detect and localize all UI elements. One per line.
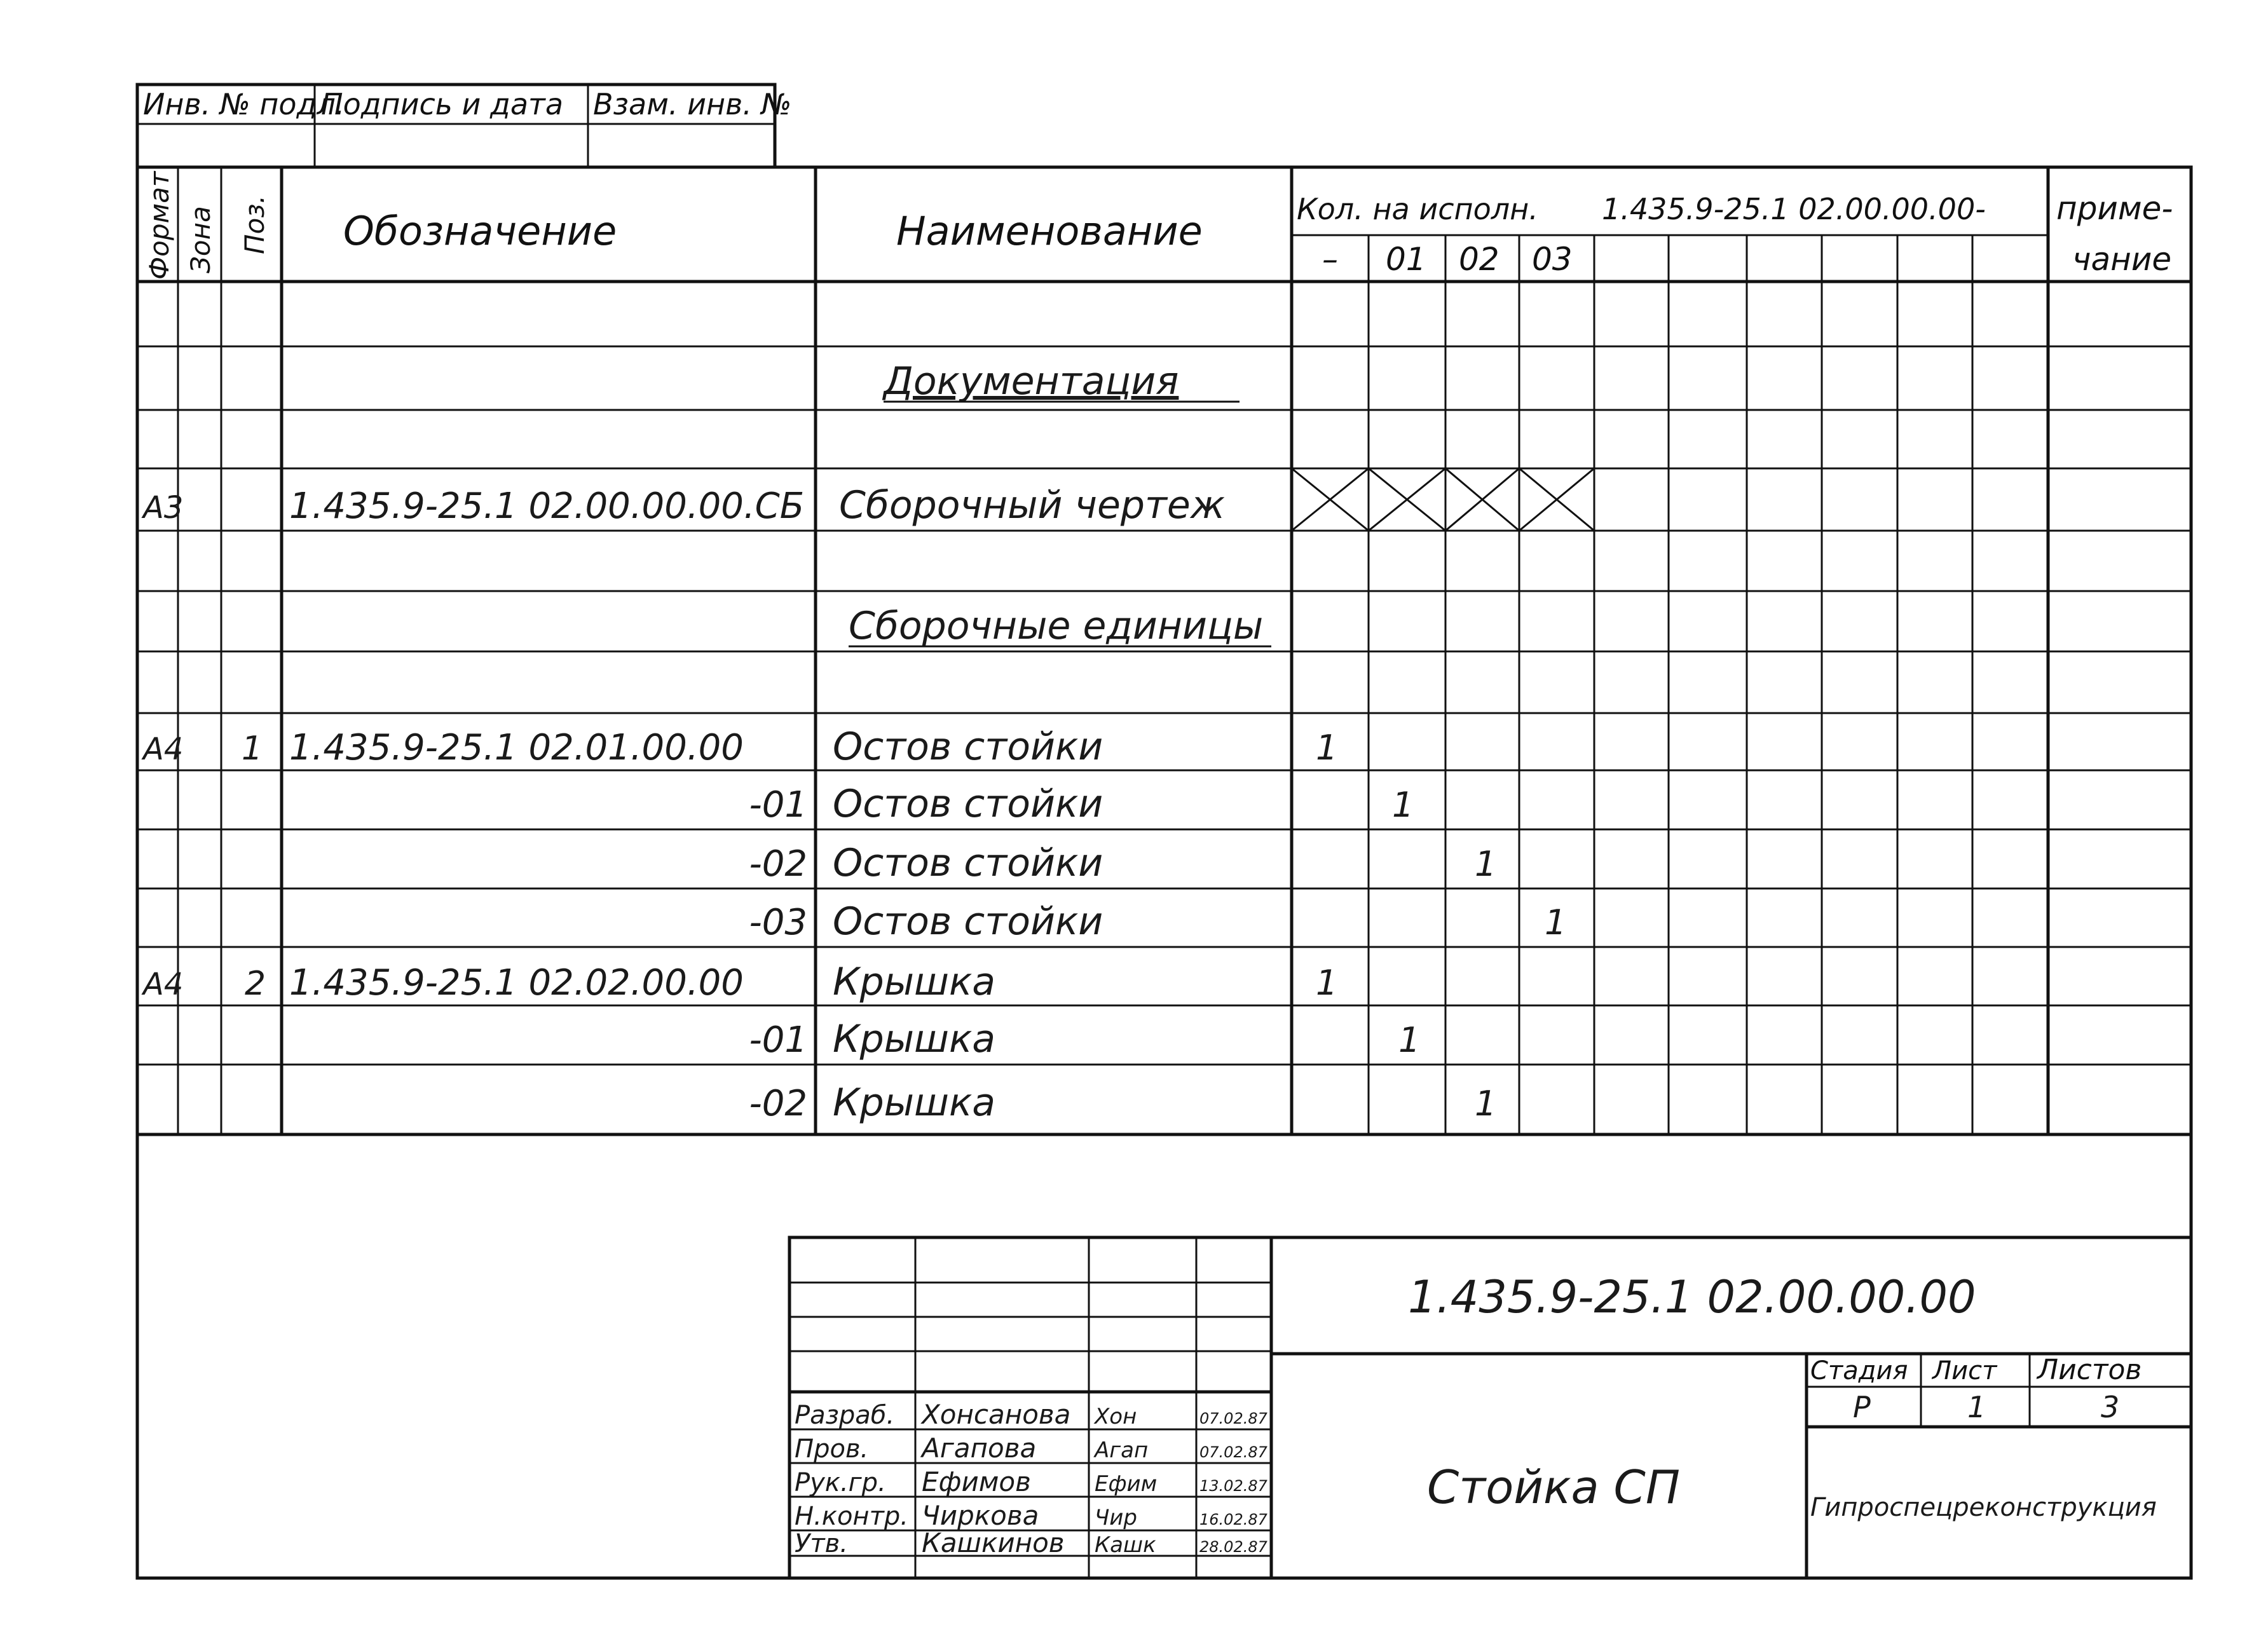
sig-date: 07.02.87	[1199, 1443, 1267, 1461]
header-format: Формат	[144, 171, 175, 280]
crossed-cells	[1292, 468, 1594, 531]
row-designation: -01	[749, 1019, 807, 1061]
sheet-label: Лист	[1932, 1356, 1997, 1385]
header-name: Наименование	[896, 208, 1203, 254]
header-variant-3: 03	[1532, 241, 1573, 278]
stage-value: Р	[1853, 1390, 1871, 1424]
sig-date: 07.02.87	[1199, 1410, 1267, 1427]
row-qty: 1	[1392, 785, 1414, 825]
table-row	[141, 960, 1337, 1004]
row-designation: 1.435.9-25.1 02.01.00.00	[289, 727, 744, 768]
row-name: Остов стойки	[833, 841, 1103, 885]
sig-role: Пров.	[795, 1434, 869, 1464]
sig-date: 28.02.87	[1199, 1538, 1267, 1556]
row-qty: 1	[1475, 1084, 1497, 1124]
row-name: Сборочный чертеж	[839, 483, 1225, 528]
sig-mark: Чир	[1095, 1505, 1137, 1530]
spec-rows	[141, 483, 1566, 1125]
drawing-title: Стойка СП	[1427, 1460, 1680, 1514]
sig-date: 13.02.87	[1199, 1477, 1267, 1495]
row-qty: 1	[1475, 844, 1497, 884]
inv-no-label: Инв. № подл.	[143, 87, 345, 121]
row-designation: -01	[749, 784, 807, 826]
sig-role: Рук.гр.	[795, 1468, 886, 1497]
sig-mark: Кашк	[1095, 1532, 1156, 1558]
row-designation: 1.435.9-25.1 02.00.00.00.СБ	[289, 486, 805, 527]
sheets-label: Листов	[2037, 1354, 2142, 1386]
title-block	[789, 1237, 2191, 1578]
sig-name: Чиркова	[922, 1500, 1039, 1531]
sheet-value: 1	[1967, 1390, 1986, 1424]
table-row	[749, 841, 1497, 885]
header-variant-1: 01	[1386, 241, 1426, 278]
row-designation: -02	[749, 1083, 807, 1124]
sig-date: 16.02.87	[1199, 1511, 1267, 1528]
header-designation: Обозначение	[343, 208, 617, 254]
sig-mark: Хон	[1095, 1404, 1137, 1429]
table-row	[749, 899, 1567, 944]
sig-name: Кашкинов	[922, 1527, 1065, 1558]
table-header	[144, 170, 2173, 280]
sig-mark: Агап	[1095, 1438, 1149, 1463]
sheets-value: 3	[2101, 1390, 2120, 1424]
organization: Гипроспецреконструкция	[1810, 1493, 2157, 1522]
row-designation: 1.435.9-25.1 02.02.00.00	[289, 962, 744, 1004]
stage-label: Стадия	[1810, 1356, 1908, 1385]
header-zone: Зона	[185, 206, 216, 273]
row-qty: 1	[1545, 902, 1567, 943]
table-row	[749, 1017, 1421, 1061]
table-row	[749, 1080, 1497, 1125]
table-row	[749, 782, 1414, 826]
section-documentation: Документация	[884, 359, 1179, 404]
sig-name: Агапова	[922, 1433, 1037, 1464]
sig-role: Н.контр.	[795, 1502, 908, 1531]
sig-mark: Ефим	[1095, 1471, 1158, 1497]
section-assembly-units: Сборочные единицы	[849, 604, 1264, 648]
header-variant-0: –	[1322, 241, 1338, 278]
sig-role: Утв.	[795, 1529, 848, 1558]
header-pos: Поз.	[239, 195, 270, 254]
row-qty: 1	[1398, 1020, 1421, 1060]
row-name: Остов стойки	[833, 725, 1103, 769]
header-note-2: чание	[2072, 241, 2172, 278]
header-qty-base: 1.435.9-25.1 02.00.00.00-	[1602, 192, 1986, 226]
table-row	[141, 483, 1225, 528]
header-variant-2: 02	[1459, 241, 1499, 278]
row-name: Остов стойки	[833, 899, 1103, 944]
table-row	[141, 725, 1337, 769]
row-pos: 2	[245, 965, 266, 1003]
row-format: А4	[143, 967, 184, 1002]
row-name: Крышка	[833, 1017, 995, 1061]
doc-number: 1.435.9-25.1 02.00.00.00	[1408, 1271, 1976, 1323]
sig-role: Разраб.	[795, 1401, 895, 1430]
sig-name: Ефимов	[922, 1466, 1031, 1497]
row-qty: 1	[1316, 963, 1338, 1003]
row-name: Остов стойки	[833, 782, 1103, 826]
row-name: Крышка	[833, 1080, 995, 1125]
row-format: А4	[143, 732, 184, 767]
row-name: Крышка	[833, 960, 995, 1004]
header-qty-prefix: Кол. на исполн.	[1297, 192, 1538, 226]
sig-name: Хонсанова	[922, 1399, 1071, 1430]
sign-date-label: Подпись и дата	[321, 87, 564, 121]
top-stamp	[137, 85, 791, 167]
row-designation: -02	[749, 843, 807, 885]
row-format: А3	[143, 490, 184, 526]
row-qty: 1	[1316, 728, 1338, 768]
row-designation: -03	[749, 902, 807, 943]
header-note-1: приме-	[2056, 190, 2173, 227]
row-pos: 1	[242, 730, 263, 768]
vzam-inv-label: Взам. инв. №	[593, 87, 792, 121]
